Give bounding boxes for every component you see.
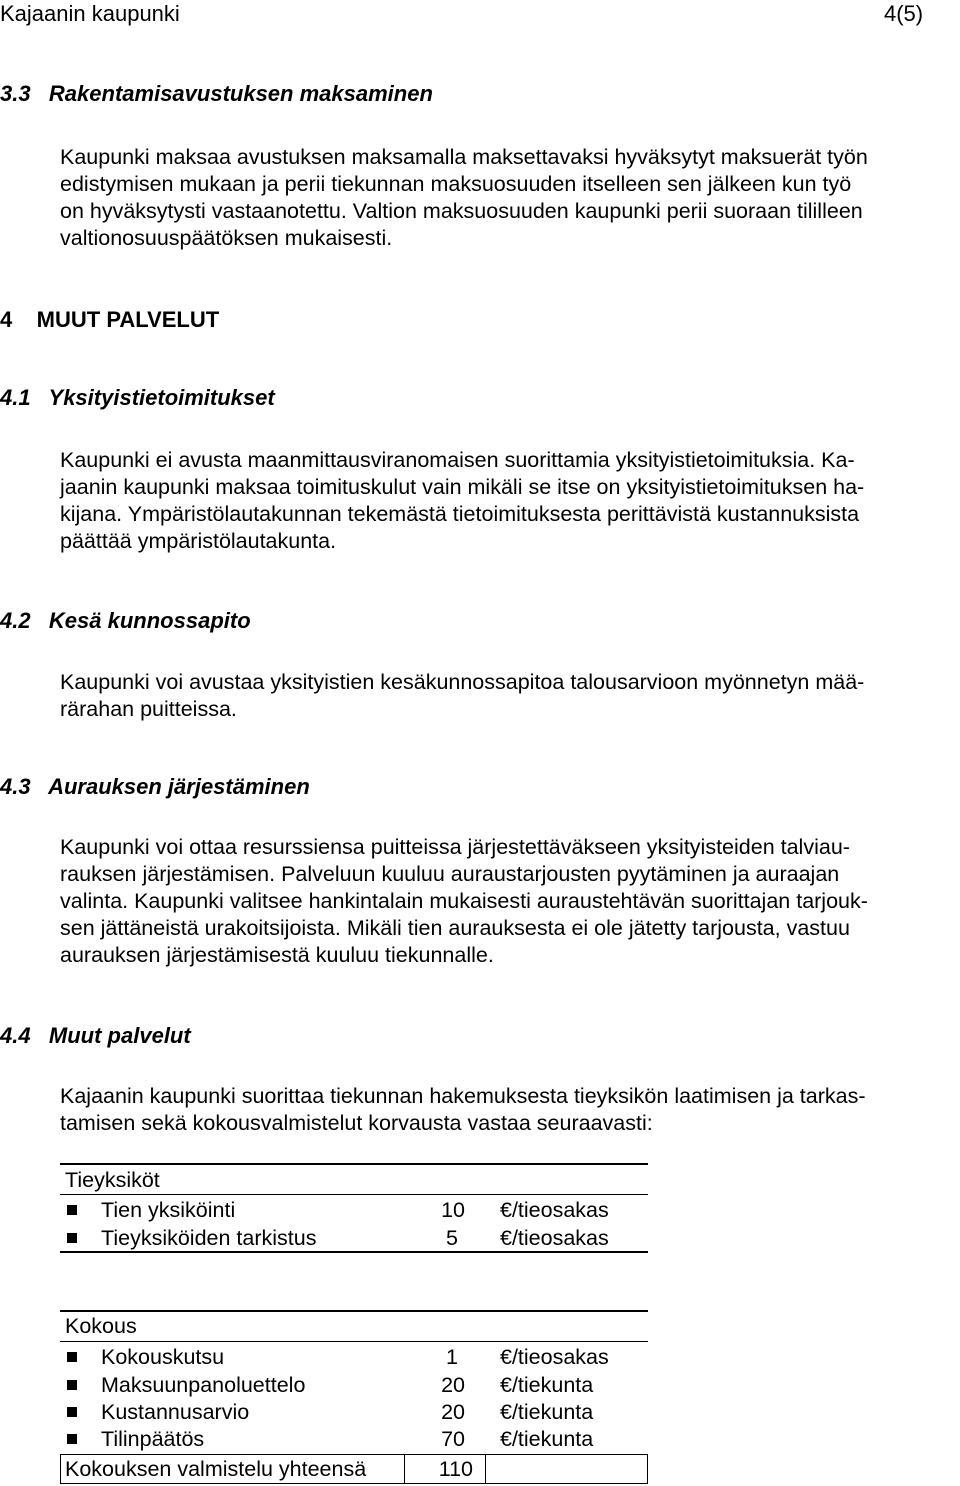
row-amount: 20 — [441, 1373, 465, 1397]
paragraph-line: Kaupunki voi ottaa resurssiensa puitteissa järjestettäväkseen yksityisteiden talviau- — [60, 835, 850, 859]
paragraph-line: aurauksen järjestämisestä kuuluu tiekunnalle. — [60, 943, 494, 967]
total-amount: 110 — [438, 1457, 473, 1481]
row-unit: €/tieosakas — [500, 1226, 609, 1250]
section-4-1-body — [60, 447, 955, 555]
row-label: Kustannusarvio — [101, 1400, 250, 1424]
row-label: Kokouskutsu — [101, 1345, 225, 1369]
row-unit: €/tieosakas — [500, 1345, 609, 1369]
row-amount: 70 — [441, 1427, 465, 1451]
table-heading: Tieyksiköt — [65, 1168, 160, 1192]
bullet-icon — [67, 1434, 77, 1444]
section-4-2-body — [60, 669, 955, 723]
section-4-2-heading: 4.2 Kesä kunnossapito — [0, 608, 251, 633]
row-amount: 20 — [441, 1400, 465, 1424]
table-rule-mid — [60, 1194, 648, 1195]
total-label: Kokouksen valmistelu yhteensä — [65, 1457, 367, 1481]
table-rule-bottom — [60, 1483, 648, 1484]
section-3-3-body — [60, 144, 955, 252]
table-vline — [60, 1454, 61, 1484]
section-4-1-heading: 4.1 Yksityistietoimitukset — [0, 385, 275, 410]
row-label: Tilinpäätös — [101, 1427, 205, 1451]
bullet-icon — [67, 1352, 77, 1362]
row-label: Maksuunpanoluettelo — [101, 1373, 306, 1397]
table-rule-total-top — [60, 1454, 648, 1455]
paragraph-line: Kajaanin kaupunki suorittaa tiekunnan hakemuksesta tieyksikön laatimisen ja tarkas- — [60, 1084, 866, 1108]
table-heading: Kokous — [65, 1314, 137, 1338]
paragraph-line: kijana. Ympäristölautakunnan tekemästä tietoimituksesta perittävistä kustannuksista — [60, 502, 860, 526]
paragraph-line: on hyväksytysti vastaanotettu. Valtion maksuosuuden kaupunki perii suoraan tililleen — [60, 199, 863, 223]
bullet-icon — [67, 1205, 77, 1215]
row-amount: 5 — [446, 1226, 458, 1250]
paragraph-line: Kaupunki ei avusta maanmittausviranomaisen suorittamia yksityistietoimituksia. Ka- — [60, 448, 855, 472]
table-vline — [485, 1454, 486, 1484]
table-vline — [404, 1454, 405, 1484]
table-rule-top — [60, 1163, 648, 1165]
paragraph-line: rauksen järjestämisen. Palveluun kuuluu auraustarjousten pyytäminen ja auraajan — [60, 862, 840, 886]
paragraph-line: päättää ympäristölautakunta. — [60, 529, 337, 553]
paragraph-line: rärahan puitteissa. — [60, 697, 237, 721]
paragraph-line: tamisen sekä kokousvalmistelut korvausta vastaa seuraavasti: — [60, 1111, 653, 1135]
table-vline — [647, 1454, 648, 1484]
bullet-icon — [67, 1407, 77, 1417]
section-4-heading: 4 MUUT PALVELUT — [0, 307, 220, 332]
section-4-3-heading: 4.3 Aurauksen järjestäminen — [0, 774, 310, 799]
row-unit: €/tiekunta — [500, 1400, 594, 1424]
paragraph-line: Kaupunki maksaa avustuksen maksamalla maksettavaksi hyväksytyt maksuerät työn — [60, 145, 868, 169]
row-label: Tien yksiköinti — [101, 1198, 236, 1222]
row-unit: €/tiekunta — [500, 1373, 594, 1397]
paragraph-line: valtionosuuspäätöksen mukaisesti. — [60, 226, 393, 250]
bullet-icon — [67, 1380, 77, 1390]
section-4-4-body — [60, 1083, 955, 1137]
bullet-icon — [67, 1233, 77, 1243]
section-4-3-body — [60, 834, 955, 969]
page-number: 4(5) — [884, 1, 924, 26]
paragraph-line: Kaupunki voi avustaa yksityistien kesäkunnossapitoa talousarvioon myönnetyn mää- — [60, 670, 865, 694]
section-3-3-heading: 3.3 Rakentamisavustuksen maksaminen — [0, 81, 433, 106]
row-unit: €/tiekunta — [500, 1427, 594, 1451]
row-unit: €/tieosakas — [500, 1198, 609, 1222]
row-label: Tieyksiköiden tarkistus — [101, 1226, 317, 1250]
table-rule-bottom — [60, 1251, 648, 1253]
table-rule-top — [60, 1310, 648, 1312]
row-amount: 1 — [446, 1345, 458, 1369]
paragraph-line: edistymisen mukaan ja perii tiekunnan maksuosuuden itselleen sen jälkeen kun työ — [60, 172, 852, 196]
table-rule-mid — [60, 1341, 648, 1342]
paragraph-line: valinta. Kaupunki valitsee hankintalain mukaisesti auraustehtävän suorittajan tarjouk- — [60, 889, 868, 913]
paragraph-line: sen jättäneistä urakoitsijoista. Mikäli tien aurauksesta ei ole jätetty tarjousta, vastuu — [60, 916, 850, 940]
row-amount: 10 — [441, 1198, 465, 1222]
header-organization: Kajaanin kaupunki — [0, 1, 180, 26]
paragraph-line: jaanin kaupunki maksaa toimituskulut vain mikäli se itse on yksityistietoimituksen ha- — [60, 475, 865, 499]
section-4-4-heading: 4.4 Muut palvelut — [0, 1023, 191, 1048]
